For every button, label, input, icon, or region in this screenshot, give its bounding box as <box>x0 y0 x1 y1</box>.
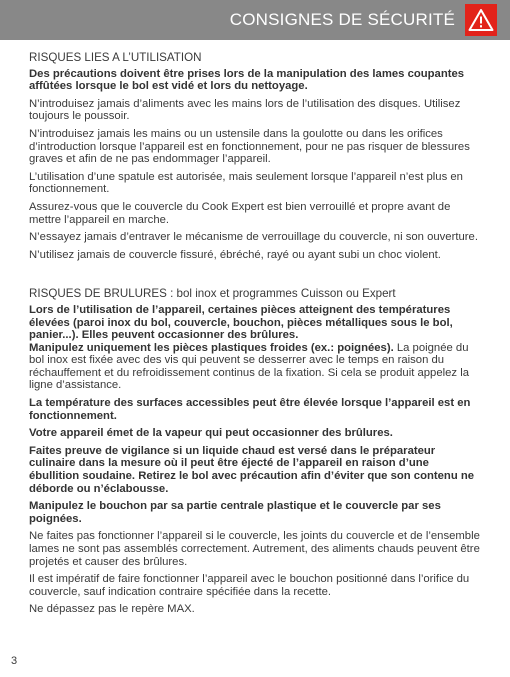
paragraph: Ne faites pas fonctionner l’appareil si le couvercle, les joints du couvercle et de l’ensemble lames ne sont pas assemblés correctement. Autrement, des aliments chauds peuvent être projetés et causer des brûlures. <box>29 530 480 568</box>
paragraph <box>29 342 481 392</box>
page-title: CONSIGNES DE SÉCURITÉ <box>229 10 455 29</box>
paragraph: Assurez-vous que le couvercle du Cook Expert est bien verrouillé et propre avant de mettre l’appareil en marche. <box>29 200 451 226</box>
document-body <box>29 52 481 621</box>
paragraph: N’introduisez jamais les mains ou un ustensile dans la goulotte ou dans les orifices d’introduction lorsque l’appareil est en fonctionnement, pour ne pas risquer de blessures graves et afin de ne pas endommager l’appareil. <box>29 127 470 166</box>
paragraph: Manipulez le bouchon par sa partie centrale plastique et le couvercle par ses poignées. <box>29 500 441 525</box>
paragraph-rest: La poignée du bol inox est fixée avec des vis qui peuvent se desserrer avec le temps en raison du réchauffement et du refroidissement continus de la fixation. Si cela se produit appelez la ligne d’assistance. <box>29 341 469 392</box>
section-title-usage-risks: RISQUES LIES A L’UTILISATION <box>29 51 202 64</box>
page-number: 3 <box>11 655 18 667</box>
paragraph: Ne dépassez pas le repère MAX. <box>29 603 195 616</box>
paragraph: Des précautions doivent être prises lors de la manipulation des lames coupantes affûtées lorsque le bol est vidé et lors du nettoyage. <box>29 67 465 93</box>
paragraph: Lors de l’utilisation de l’appareil, certaines pièces atteignent des températures élevées (paroi inox du bol, couvercle, bouchon, pièces métalliques sous le bol, panier...). Elles peuvent occasionner des brûlures. <box>29 303 453 342</box>
paragraph: N’introduisez jamais d’aliments avec les mains lors de l’utilisation des disques. Utilisez toujours le poussoir. <box>29 97 461 123</box>
header-bar <box>0 0 510 40</box>
paragraph: Faites preuve de vigilance si un liquide chaud est versé dans le préparateur culinaire dans la mesure où il peut être éjecté de l’appareil en raison d’une ébullition soudaine. Retirez le bol avec précaution afin d’éviter que son contenu ne déborde ou n’éclabousse. <box>29 444 475 495</box>
warning-triangle-icon <box>465 4 497 36</box>
bold-lead: Manipulez uniquement les pièces plastiques froides (ex.: poignées). <box>29 341 394 354</box>
paragraph: L’utilisation d’une spatule est autorisée, mais seulement lorsque l’appareil n’est plus en fonctionnement. <box>29 170 463 196</box>
paragraph: Votre appareil émet de la vapeur qui peut occasionner des brûlures. <box>29 427 393 440</box>
paragraph: N’utilisez jamais de couvercle fissuré, ébréché, rayé ou ayant subi un choc violent. <box>29 248 441 261</box>
paragraph: La température des surfaces accessibles peut être élevée lorsque l’appareil est en fonctionnement. <box>29 397 471 422</box>
section-title-burn-risks: RISQUES DE BRULURES : bol inox et programmes Cuisson ou Expert <box>29 287 396 301</box>
paragraph: N’essayez jamais d’entraver le mécanisme de verrouillage du couvercle, ni son ouverture. <box>29 231 478 244</box>
paragraph: Il est impératif de faire fonctionner l’appareil avec le bouchon positionné dans l’orifice du couvercle, sauf indication contraire spécifiée dans la recette. <box>29 573 470 598</box>
